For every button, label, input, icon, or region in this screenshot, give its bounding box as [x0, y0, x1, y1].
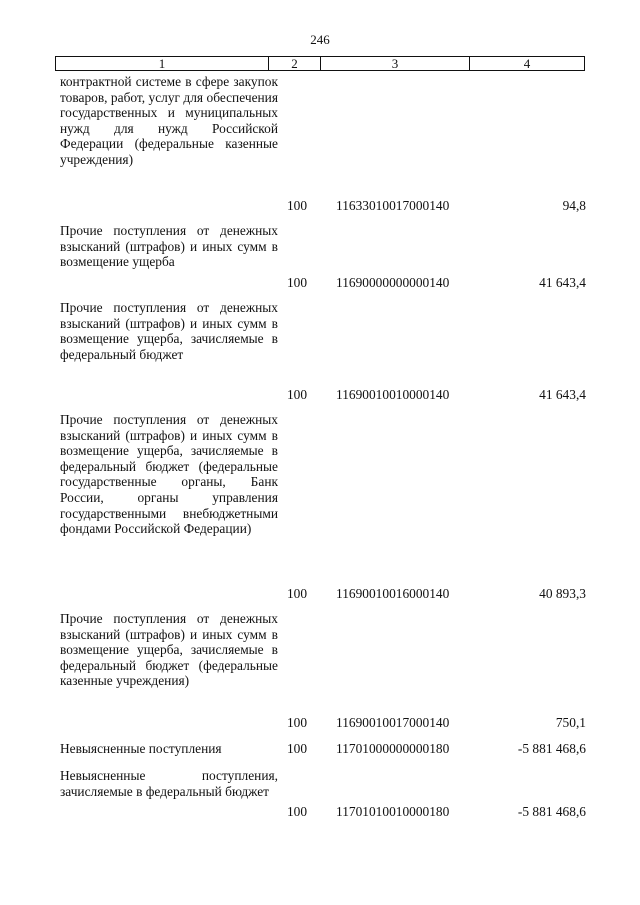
row-code: 11633010017000140	[336, 198, 450, 214]
row-amount: 40 893,3	[539, 586, 586, 602]
row-amount: -5 881 468,6	[517, 741, 586, 757]
header-col-3: 3	[320, 56, 470, 71]
table-row	[56, 223, 586, 291]
row-code: 11690010016000140	[336, 586, 450, 602]
row-col2: 100	[286, 586, 308, 602]
row-code: 11690010017000140	[336, 715, 450, 731]
row-description: контрактной системе в сфере закупок товаров, работ, услуг для обеспечения государственных и муниципальных нужд для нужд Российской Федерации (федеральные казенные учреждения)	[60, 74, 278, 167]
header-col-2: 2	[268, 56, 321, 71]
row-col2: 100	[286, 198, 308, 214]
table-row	[56, 300, 586, 403]
row-code: 11690010010000140	[336, 387, 450, 403]
table-row	[56, 768, 586, 820]
row-amount: -5 881 468,6	[517, 804, 586, 820]
row-amount: 750,1	[555, 715, 586, 731]
header-col-1: 1	[55, 56, 269, 71]
table-row	[56, 741, 586, 757]
row-amount: 94,8	[562, 198, 586, 214]
row-description: Прочие поступления от денежных взысканий (штрафов) и иных сумм в возмещение ущерба, зачисляемые в федеральный бюджет (федеральные государственные органы, Банк России, органы управления государственными внебюджетными фондами Российской Федерации)	[60, 412, 278, 537]
table-row	[56, 611, 586, 731]
table-row	[56, 74, 586, 214]
row-description: Прочие поступления от денежных взысканий (штрафов) и иных сумм в возмещение ущерба, зачисляемые в федеральный бюджет	[60, 300, 278, 362]
row-col2: 100	[286, 804, 308, 820]
row-code: 11701010010000180	[336, 804, 450, 820]
row-description: Прочие поступления от денежных взысканий (штрафов) и иных сумм в возмещение ущерба	[60, 223, 278, 270]
row-description: Невыясненные поступления	[60, 741, 222, 756]
row-code: 11690000000000140	[336, 275, 450, 291]
row-description: Прочие поступления от денежных взысканий (штрафов) и иных сумм в возмещение ущерба, зачисляемые в федеральный бюджет (федеральные казенные учреждения)	[60, 611, 278, 689]
row-col2: 100	[286, 715, 308, 731]
row-amount: 41 643,4	[539, 275, 586, 291]
row-col2: 100	[286, 741, 308, 757]
row-col2: 100	[286, 275, 308, 291]
row-code: 11701000000000180	[336, 741, 450, 757]
page-number: 246	[310, 32, 330, 47]
row-col2: 100	[286, 387, 308, 403]
table-header	[56, 56, 585, 71]
row-description: Невыясненные поступления, зачисляемые в федеральный бюджет	[60, 768, 278, 799]
table-row	[56, 412, 586, 602]
row-amount: 41 643,4	[539, 387, 586, 403]
header-col-4: 4	[469, 56, 585, 71]
